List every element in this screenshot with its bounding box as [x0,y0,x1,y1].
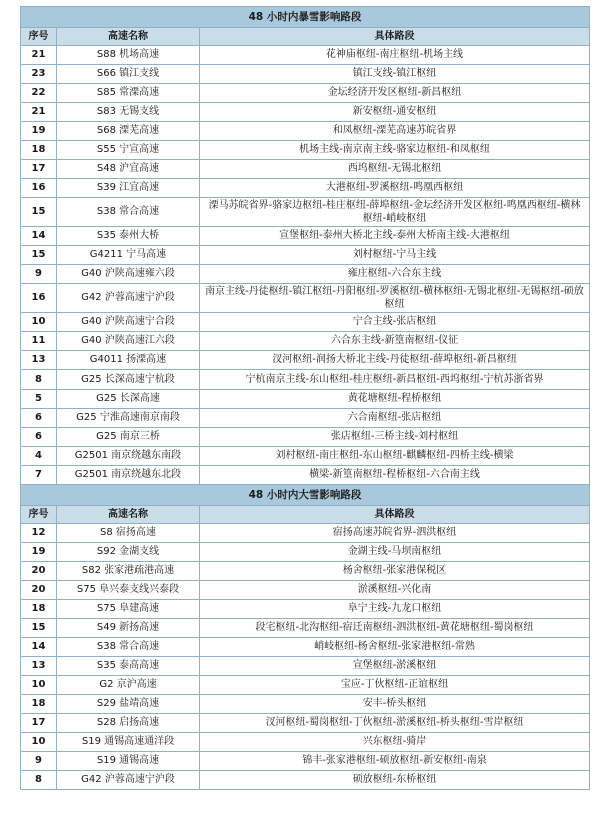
row-index: 18 [21,695,57,714]
route: 南京主线-丹徒枢纽-镇江枢纽-丹阳枢纽-罗溪枢纽-横林枢纽-无锡北枢纽-无锡枢纽-硕放枢纽 [200,284,590,313]
highway-name: S92 金湖支线 [57,543,200,562]
highway-name: S75 阜建高速 [57,600,200,619]
table-row [21,179,590,198]
route: 宝应-丁伙枢纽-正谊枢纽 [200,676,590,695]
table-row [21,332,590,351]
route: 六合南枢纽-张店枢纽 [200,409,590,428]
highway-name: S29 盐靖高速 [57,695,200,714]
row-index: 16 [21,179,57,198]
table-row [21,771,590,790]
highway-name: S83 无锡支线 [57,103,200,122]
road-impact-tables [20,6,589,790]
row-index: 8 [21,771,57,790]
row-index: 17 [21,714,57,733]
row-index: 9 [21,265,57,284]
route: 花神庙枢纽-南庄枢纽-机场主线 [200,46,590,65]
row-index: 20 [21,562,57,581]
route: 宣堡枢纽-淤溪枢纽 [200,657,590,676]
route: 宁合主线-张店枢纽 [200,313,590,332]
row-index: 4 [21,447,57,466]
route: 黄花塘枢纽-程桥枢纽 [200,390,590,409]
highway-name: S28 启扬高速 [57,714,200,733]
highway-name: S38 常合高速 [57,198,200,227]
route: 安丰-桥头枢纽 [200,695,590,714]
row-index: 5 [21,390,57,409]
highway-name: S19 通锡高速通洋段 [57,733,200,752]
highway-name: G40 沪陕高速宁合段 [57,313,200,332]
highway-name: G2501 南京绕越东北段 [57,466,200,485]
route: 六合东主线-新篁南枢纽-仪征 [200,332,590,351]
row-index: 12 [21,524,57,543]
header-route: 具体路段 [200,506,590,524]
highway-name: G42 沪蓉高速宁沪段 [57,284,200,313]
table-row [21,227,590,246]
row-index: 17 [21,160,57,179]
blizzard-section-title-row [21,7,590,28]
route: 机场主线-南京南主线-骆家边枢纽-和凤枢纽 [200,141,590,160]
route: 阜宁主线-九龙口枢纽 [200,600,590,619]
highway-name: G25 长深高速宁杭段 [57,370,200,390]
header-highway-name: 高速名称 [57,28,200,46]
highway-name: G25 南京三桥 [57,428,200,447]
route: 镇江支线-镇江枢纽 [200,65,590,84]
route: 汊河枢纽-润扬大桥北主线-丹徒枢纽-薛埠枢纽-新昌枢纽 [200,351,590,370]
table-row [21,447,590,466]
header-index: 序号 [21,506,57,524]
table-row [21,370,590,390]
blizzard-section-title: 48 小时内暴雪影响路段 [21,7,590,28]
route: 新安枢纽-通安枢纽 [200,103,590,122]
table-row [21,428,590,447]
route: 硕放枢纽-东桥枢纽 [200,771,590,790]
route: 杨舍枢纽-张家港保税区 [200,562,590,581]
table-row [21,284,590,313]
row-index: 18 [21,600,57,619]
heavy-snow-section-header-row [21,506,590,524]
row-index: 11 [21,332,57,351]
header-index: 序号 [21,28,57,46]
highway-name: G40 沪陕高速江六段 [57,332,200,351]
table-row [21,733,590,752]
highway-name: S38 常合高速 [57,638,200,657]
row-index: 23 [21,65,57,84]
table-row [21,543,590,562]
route: 横梁-新篁南枢纽-程桥枢纽-六合南主线 [200,466,590,485]
highway-name: G4011 扬溧高速 [57,351,200,370]
table-row [21,466,590,485]
route: 和凤枢纽-溧芜高速苏皖省界 [200,122,590,141]
header-route: 具体路段 [200,28,590,46]
highway-name: S85 常溧高速 [57,84,200,103]
route: 金坛经济开发区枢纽-新昌枢纽 [200,84,590,103]
route: 淤溪枢纽-兴化南 [200,581,590,600]
header-highway-name: 高速名称 [57,506,200,524]
table-row [21,122,590,141]
route: 溧马苏皖省界-骆家边枢纽-桂庄枢纽-薛埠枢纽-金坛经济开发区枢纽-鸣凰西枢纽-横林枢纽-峭岐枢纽 [200,198,590,227]
row-index: 21 [21,103,57,122]
row-index: 10 [21,733,57,752]
row-index: 22 [21,84,57,103]
table-row [21,65,590,84]
table-row [21,246,590,265]
table-row [21,351,590,370]
highway-name: G25 宁淮高速南京南段 [57,409,200,428]
route: 刘村枢纽-宁马主线 [200,246,590,265]
blizzard-section-header-row [21,28,590,46]
highway-name: S48 沪宜高速 [57,160,200,179]
table-row [21,141,590,160]
table-row [21,752,590,771]
row-index: 19 [21,543,57,562]
route: 汊河枢纽-蜀岗枢纽-丁伙枢纽-淤溪枢纽-桥头枢纽-雪岸枢纽 [200,714,590,733]
table-row [21,103,590,122]
row-index: 19 [21,122,57,141]
table-row [21,714,590,733]
row-index: 15 [21,198,57,227]
route: 兴东枢纽-骑岸 [200,733,590,752]
table-row [21,619,590,638]
highway-name: S82 张家港疏港高速 [57,562,200,581]
heavy-snow-section-title-row [21,485,590,506]
row-index: 7 [21,466,57,485]
route: 西坞枢纽-无锡北枢纽 [200,160,590,179]
table-row [21,198,590,227]
highway-name: S75 阜兴泰支线兴泰段 [57,581,200,600]
table-row [21,265,590,284]
row-index: 6 [21,409,57,428]
highway-name: G25 长深高速 [57,390,200,409]
table-row [21,695,590,714]
route: 宁杭南京主线-东山枢纽-桂庄枢纽-新昌枢纽-西坞枢纽-宁杭苏浙省界 [200,370,590,390]
row-index: 13 [21,351,57,370]
row-index: 20 [21,581,57,600]
table-row [21,524,590,543]
row-index: 15 [21,619,57,638]
table-body [21,7,590,790]
table-row [21,160,590,179]
row-index: 10 [21,676,57,695]
row-index: 14 [21,227,57,246]
route: 宿扬高速苏皖省界-泗洪枢纽 [200,524,590,543]
highway-name: G2 京沪高速 [57,676,200,695]
route: 张店枢纽-三桥主线-刘村枢纽 [200,428,590,447]
table-row [21,676,590,695]
route: 金湖主线-马坝南枢纽 [200,543,590,562]
highway-name: S35 泰高高速 [57,657,200,676]
table-row [21,84,590,103]
highway-name: S49 新扬高速 [57,619,200,638]
route: 雍庄枢纽-六合东主线 [200,265,590,284]
route: 锦丰-张家港枢纽-硕放枢纽-新安枢纽-南泉 [200,752,590,771]
highway-name: S39 江宜高速 [57,179,200,198]
route: 刘村枢纽-南庄枢纽-东山枢纽-麒麟枢纽-四桥主线-横梁 [200,447,590,466]
heavy-snow-section-title: 48 小时内大雪影响路段 [21,485,590,506]
row-index: 18 [21,141,57,160]
row-index: 9 [21,752,57,771]
table-row [21,313,590,332]
row-index: 14 [21,638,57,657]
road-impact-table [20,6,590,790]
highway-name: G2501 南京绕越东南段 [57,447,200,466]
table-row [21,409,590,428]
highway-name: G40 沪陕高速雍六段 [57,265,200,284]
table-row [21,390,590,409]
row-index: 8 [21,370,57,390]
highway-name: S88 机场高速 [57,46,200,65]
table-row [21,581,590,600]
row-index: 10 [21,313,57,332]
highway-name: G4211 宁马高速 [57,246,200,265]
table-row [21,46,590,65]
table-row [21,638,590,657]
table-row [21,562,590,581]
route: 段宅枢纽-北沟枢纽-宿迁南枢纽-泗洪枢纽-黄花塘枢纽-蜀岗枢纽 [200,619,590,638]
table-row [21,657,590,676]
highway-name: S35 泰州大桥 [57,227,200,246]
row-index: 13 [21,657,57,676]
highway-name: S66 镇江支线 [57,65,200,84]
row-index: 16 [21,284,57,313]
row-index: 6 [21,428,57,447]
highway-name: G42 沪蓉高速宁沪段 [57,771,200,790]
highway-name: S55 宁宣高速 [57,141,200,160]
route: 宣堡枢纽-泰州大桥北主线-泰州大桥南主线-大港枢纽 [200,227,590,246]
highway-name: S68 溧芜高速 [57,122,200,141]
route: 峭岐枢纽-杨舍枢纽-张家港枢纽-常熟 [200,638,590,657]
table-row [21,600,590,619]
highway-name: S19 通锡高速 [57,752,200,771]
highway-name: S8 宿扬高速 [57,524,200,543]
row-index: 15 [21,246,57,265]
route: 大港枢纽-罗溪枢纽-鸣凰西枢纽 [200,179,590,198]
row-index: 21 [21,46,57,65]
